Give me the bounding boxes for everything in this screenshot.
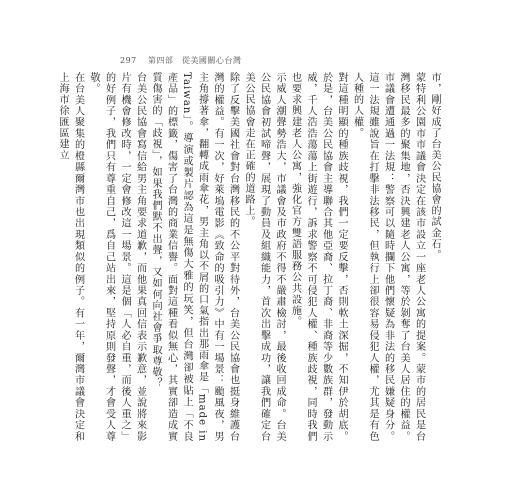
paragraph: 示威人潮聲勢浩大，市議會及市政府不得不嚴肅檢討，最後收回成命。台美公民協會初試啼聲，展現了動員及組織能力，首次出擊成功，讓我們確定台美公民協會走在正確的道路上。	[243, 72, 285, 442]
paragraph: 蒙特利公園市市議會決定在該市設立一座老人公寓的提案。蒙市的居民是台灣移民最多的聚集地，否決興建老人公寓，等於剝奪了台美人居住的權益。市議會遭通過一法規：警察可以隨時攔下他們懷疑為非法的移民嫌疑身分。這一法規雖說旨在打擊非法移民，但執行上卻很容易侵犯人權，尤其是有色人種的人權。	[351, 72, 425, 442]
section-title: 第四部 從美國關心台灣	[147, 56, 242, 65]
paragraph: 在台美人聚集的橙縣爾灣市也出現類似的例子。有一年，爾灣市議會決定和上海市徐匯區建立	[57, 72, 84, 442]
page-number: 297	[120, 56, 137, 65]
paragraph: 除了反擊美國社會對台灣移民的不公平對待外，台美公民協會也挺身維護台灣的權益。有一次，好萊塢電影《致命的吸引力》中有一場景：颱風夜，男主角撐著傘，翻轉成雨傘花，男主角以不屑的口氣指出那雨傘是「made in Taiwan」。導演或製片認為這是無傷大雅的玩笑，但台灣卻被貼上「不良產品」的標籤，傷害了台灣的商業信譽。面對這種看似無心，其實卻造成實質傷害的「歧視」，如果我們默不出聲，又如何向社會爭取尊敬？	[150, 72, 239, 442]
paragraph: 對這種明顯的種族歧視，我們一定要反擊，否則軟土深掘，不知伊於胡底。於是，台美公民協會主導聯合其他亞裔、拉丁裔、非裔等少數族群，發動示威，千人浩浩蕩蕩上街遊行，訴求警察不可侵犯人權、種族歧視，同時我們也要求興建老人公寓，強化官方雙語服務公共設施。	[289, 72, 347, 442]
running-header	[120, 55, 241, 66]
paragraph: 台美公民協會寫信給男主角要求道歉，而他果真回信表示歉意，並說將來影片有機會修改時，一定會修改這一場景。這是個「人必自重，而後人重之」的好例子，我們只有尊重自己，爲自己站出來，堅持原則發聲，才會受人尊敬。	[88, 72, 146, 442]
paragraph: 市，剛好成了台美公民協會的試金石。	[429, 72, 440, 261]
body-text	[57, 72, 442, 442]
